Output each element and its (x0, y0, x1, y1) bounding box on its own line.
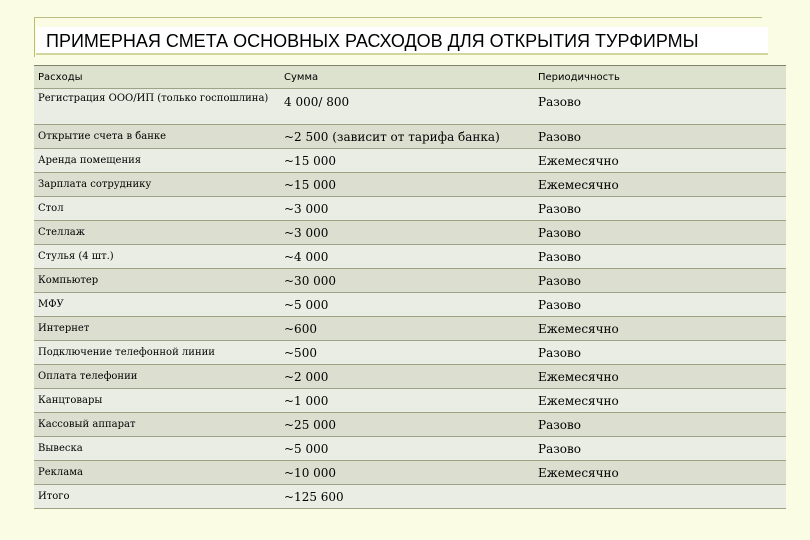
expense-cell: Реклама (34, 461, 280, 485)
table-row (34, 149, 786, 173)
amount-cell: ~2 000 (280, 365, 534, 389)
period-cell (534, 485, 786, 509)
period-cell: Разово (534, 221, 786, 245)
period-cell: Разово (534, 269, 786, 293)
amount-cell: ~125 600 (280, 485, 534, 509)
expense-cell: Итого (34, 485, 280, 509)
amount-cell: ~30 000 (280, 269, 534, 293)
expense-cell: Оплата телефонии (34, 365, 280, 389)
expense-cell: Аренда помещения (34, 149, 280, 173)
table-row (34, 197, 786, 221)
period-cell: Разово (534, 125, 786, 149)
period-cell: Разово (534, 197, 786, 221)
expense-cell: Стол (34, 197, 280, 221)
amount-cell: ~1 000 (280, 389, 534, 413)
table-row (34, 437, 786, 461)
table-row (34, 461, 786, 485)
period-cell: Разово (534, 413, 786, 437)
amount-cell: ~2 500 (зависит от тарифа банка) (280, 125, 534, 149)
amount-cell: 4 000/ 800 (280, 89, 534, 125)
amount-cell: ~15 000 (280, 149, 534, 173)
amount-cell: ~15 000 (280, 173, 534, 197)
expense-table (34, 65, 786, 509)
expense-cell: Стеллаж (34, 221, 280, 245)
amount-cell: ~5 000 (280, 293, 534, 317)
amount-cell: ~3 000 (280, 197, 534, 221)
amount-cell: ~600 (280, 317, 534, 341)
table-row (34, 221, 786, 245)
table-row (34, 269, 786, 293)
period-cell: Ежемесячно (534, 389, 786, 413)
decorative-vertical-line (34, 17, 35, 57)
amount-cell: ~4 000 (280, 245, 534, 269)
period-cell: Разово (534, 293, 786, 317)
expense-cell: Стулья (4 шт.) (34, 245, 280, 269)
table-row-total (34, 485, 786, 509)
table-row (34, 293, 786, 317)
period-cell: Разово (534, 245, 786, 269)
amount-cell: ~500 (280, 341, 534, 365)
table-row (34, 317, 786, 341)
title-box (36, 27, 768, 55)
amount-cell: ~10 000 (280, 461, 534, 485)
expense-cell: Регистрация ООО/ИП (только госпошлина) (34, 89, 280, 125)
page-title: ПРИМЕРНАЯ СМЕТА ОСНОВНЫХ РАСХОДОВ ДЛЯ ОТКРЫТИЯ ТУРФИРМЫ (46, 31, 699, 51)
table-header-row (34, 66, 786, 89)
expense-cell: Канцтовары (34, 389, 280, 413)
amount-cell: ~5 000 (280, 437, 534, 461)
period-cell: Разово (534, 341, 786, 365)
expense-cell: Интернет (34, 317, 280, 341)
amount-cell: ~3 000 (280, 221, 534, 245)
header-expenses: Расходы (34, 66, 280, 89)
expense-cell: МФУ (34, 293, 280, 317)
expense-cell: Открытие счета в банке (34, 125, 280, 149)
table-row (34, 173, 786, 197)
table-row (34, 341, 786, 365)
table-row (34, 89, 786, 125)
expense-cell: Вывеска (34, 437, 280, 461)
table-row (34, 413, 786, 437)
table-row (34, 245, 786, 269)
period-cell: Ежемесячно (534, 461, 786, 485)
expense-cell: Зарплата сотруднику (34, 173, 280, 197)
header-period: Периодичность (534, 66, 786, 89)
period-cell: Ежемесячно (534, 365, 786, 389)
header-amount: Сумма (280, 66, 534, 89)
table-row (34, 125, 786, 149)
period-cell: Ежемесячно (534, 149, 786, 173)
expense-cell: Кассовый аппарат (34, 413, 280, 437)
decorative-horizontal-line (34, 17, 762, 18)
period-cell: Ежемесячно (534, 317, 786, 341)
expense-cell: Компьютер (34, 269, 280, 293)
expense-cell: Подключение телефонной линии (34, 341, 280, 365)
amount-cell: ~25 000 (280, 413, 534, 437)
period-cell: Ежемесячно (534, 173, 786, 197)
table-row (34, 365, 786, 389)
table-row (34, 389, 786, 413)
period-cell: Разово (534, 89, 786, 125)
period-cell: Разово (534, 437, 786, 461)
